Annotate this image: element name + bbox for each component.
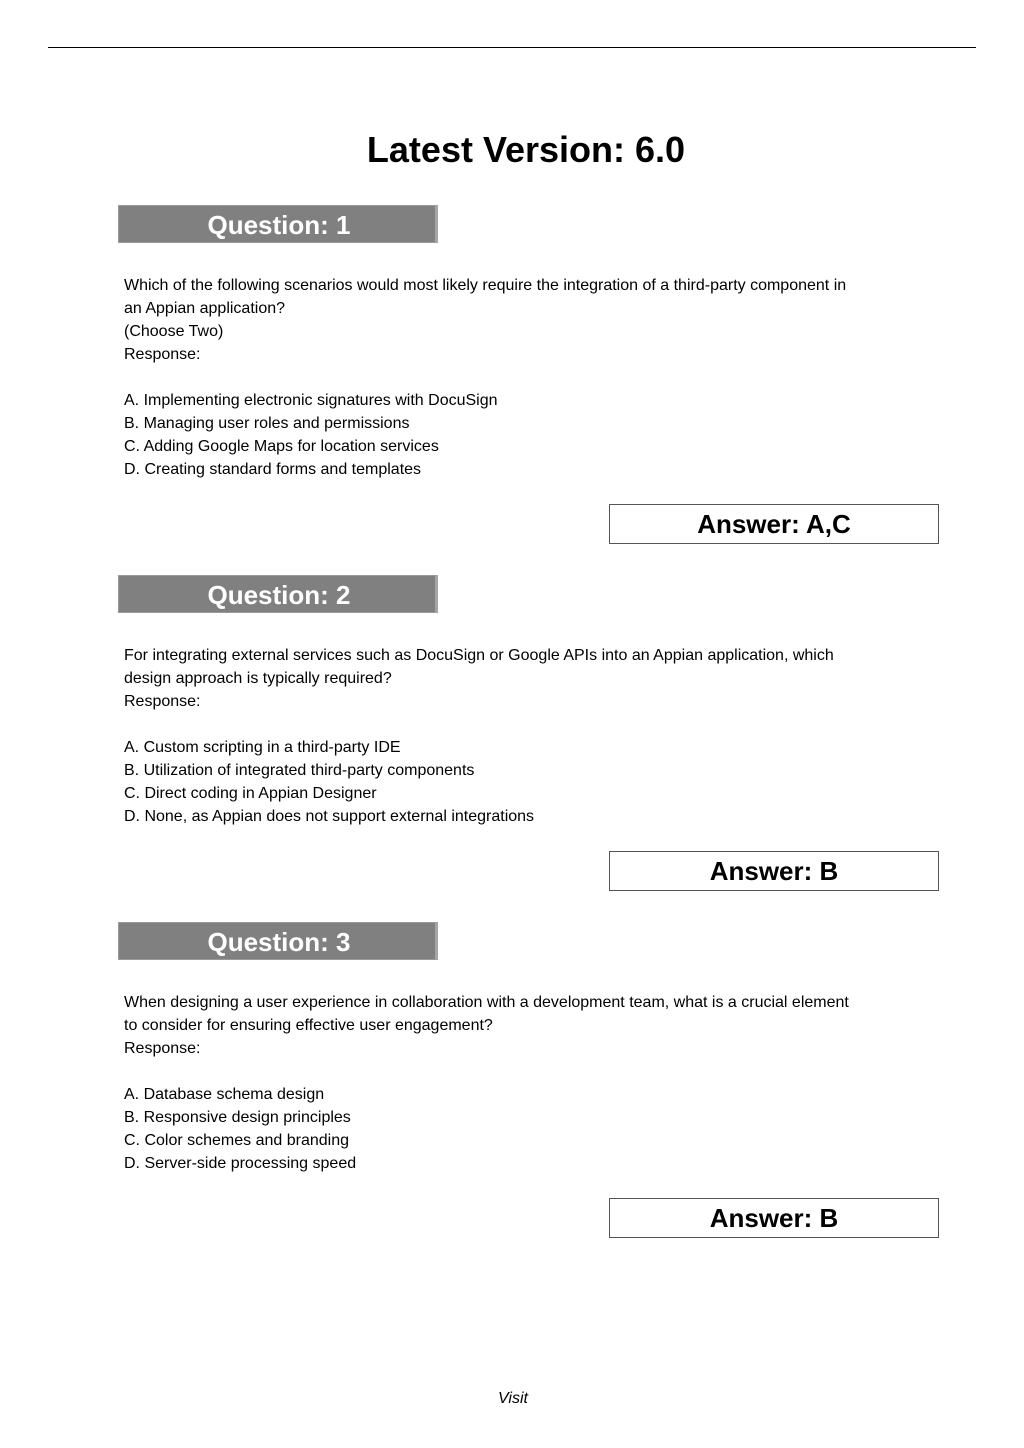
top-divider <box>48 47 976 48</box>
option-a: A. Custom scripting in a third-party IDE <box>124 739 401 756</box>
footer-visit-text: Visit <box>498 1390 528 1407</box>
option-c: C. Color schemes and branding <box>124 1132 350 1149</box>
option-b: B. Responsive design principles <box>124 1109 351 1126</box>
option-a: A. Database schema design <box>124 1086 325 1103</box>
question-number-label: Question: 2 <box>207 580 351 610</box>
option-d: D. None, as Appian does not support external integrations <box>124 808 535 825</box>
blank-line <box>124 366 944 389</box>
answer-label: Answer: B <box>709 856 839 886</box>
blank-line <box>124 713 944 736</box>
question-prompt-line: (Choose Two) <box>124 323 224 340</box>
page-title: Latest Version: 6.0 <box>366 129 686 170</box>
answer-label: Answer: B <box>709 1203 839 1233</box>
option-b: B. Managing user roles and permissions <box>124 415 410 432</box>
option-c: C. Adding Google Maps for location services <box>124 438 439 455</box>
question-prompt-line: to consider for ensuring effective user engagement? <box>124 1017 493 1034</box>
option-d: D. Server-side processing speed <box>124 1155 357 1172</box>
question-header-1 <box>118 205 438 243</box>
question-prompt-line: an Appian application? <box>124 300 286 317</box>
response-label: Response: <box>124 693 201 710</box>
blank-line <box>124 1060 944 1083</box>
question-prompt-line: design approach is typically required? <box>124 670 392 687</box>
option-b: B. Utilization of integrated third-party components <box>124 762 475 779</box>
question-prompt-line: Which of the following scenarios would most likely require the integration of a third-party component in <box>124 277 847 294</box>
question-text-2 <box>124 644 944 828</box>
question-number-label: Question: 3 <box>207 927 351 957</box>
question-header-3 <box>118 922 438 960</box>
answer-label: Answer: A,C <box>697 509 851 539</box>
answer-box-1 <box>609 504 939 544</box>
option-d: D. Creating standard forms and templates <box>124 461 422 478</box>
answer-box-2 <box>609 851 939 891</box>
question-text-1 <box>124 274 944 481</box>
question-number-label: Question: 1 <box>207 210 351 240</box>
question-text-3 <box>124 991 944 1175</box>
question-prompt-line: When designing a user experience in collaboration with a development team, what is a crucial element <box>124 994 849 1011</box>
response-label: Response: <box>124 346 201 363</box>
question-header-2 <box>118 575 438 613</box>
question-prompt-line: For integrating external services such as DocuSign or Google APIs into an Appian application, which <box>124 647 834 664</box>
option-c: C. Direct coding in Appian Designer <box>124 785 377 802</box>
option-a: A. Implementing electronic signatures with DocuSign <box>124 392 498 409</box>
answer-box-3 <box>609 1198 939 1238</box>
response-label: Response: <box>124 1040 201 1057</box>
